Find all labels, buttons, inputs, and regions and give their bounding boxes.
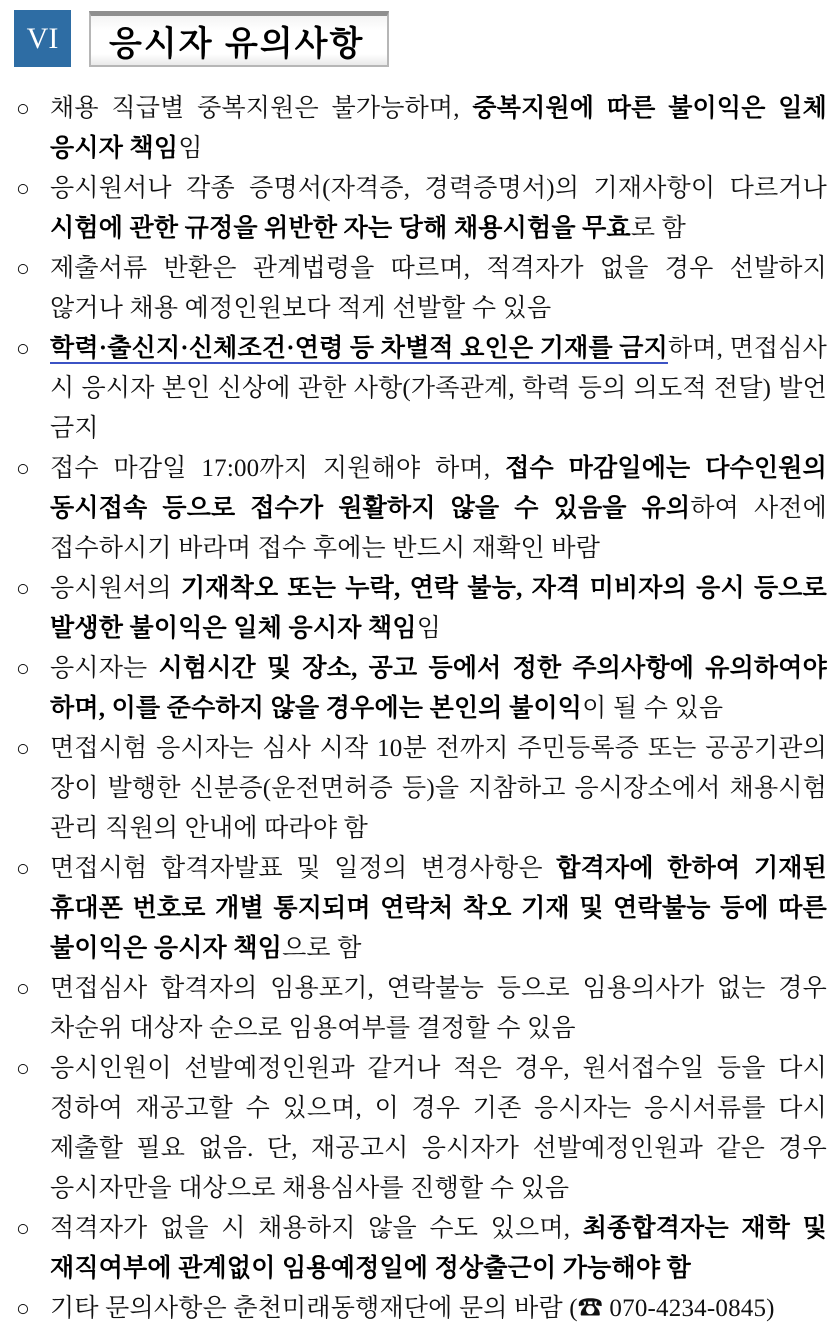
bullet-marker: ○ [16, 456, 31, 481]
notice-text: 채용 직급별 중복지원은 불가능하며, [50, 95, 473, 122]
bullet-marker: ○ [16, 976, 31, 1001]
notice-item [12, 849, 827, 969]
notice-text: 면접심사 합격자의 임용포기, 연락불능 등으로 임용의사가 없는 경우 차순위 대상자 순으로 임용여부를 결정할 수 있음 [50, 975, 827, 1042]
notice-text: 임 [416, 615, 442, 642]
notice-item [12, 729, 827, 849]
notice-text: 응시자는 [50, 655, 159, 682]
notice-text: 제출서류 반환은 관계법령을 따르며, 적격자가 없을 경우 선발하지 않거나 채용 예정인원보다 적게 선발할 수 있음 [50, 255, 827, 322]
notice-item [12, 1209, 827, 1289]
bullet-marker: ○ [16, 736, 31, 761]
section-header [14, 10, 827, 67]
bullet-marker: ○ [16, 256, 31, 281]
notice-text: 응시원서의 [50, 575, 181, 602]
notice-text-emphasis: 접수 마감일에는 다수인원의 동시접속 등으로 접수가 원활하지 않을 수 있음을 유의 [50, 455, 827, 522]
notice-text: 접수 마감일 17:00까지 지원해야 하며, [50, 455, 506, 482]
notice-text: 응시인원이 선발예정인원과 같거나 적은 경우, 원서접수일 등을 다시 정하여 재공고할 수 있으며, 이 경우 기존 응시자는 응시서류를 다시 제출할 필요 없음. 단, 재공고시 응시자가 선발예정인원과 같은 경우 응시자만을 대상으로 채용심사를 진행할 수 있음 [50, 1055, 827, 1202]
notice-text: 으로 함 [282, 935, 362, 962]
notice-item [12, 969, 827, 1049]
notice-item [12, 169, 827, 249]
bullet-marker: ○ [16, 576, 31, 601]
notice-text: 적격자가 없을 시 채용하지 않을 수도 있으며, [50, 1215, 583, 1242]
notice-text: 응시원서나 각종 증명서(자격증, 경력증명서)의 기재사항이 다르거나 [50, 175, 827, 202]
notice-item [12, 329, 827, 449]
bullet-marker: ○ [16, 1296, 31, 1321]
notice-text-emphasis: 최종합격자는 재학 및 재직여부에 관계없이 임용예정일에 정상출근이 가능해야 함 [50, 1215, 827, 1282]
notice-text: 임 [178, 135, 203, 162]
notice-item [12, 1049, 827, 1209]
notice-text-emphasis: 합격자에 한하여 기재된 휴대폰 번호로 개별 통지되며 연락처 착오 기재 및 연락불능 등에 따른 불이익은 응시자 책임 [50, 855, 827, 962]
notice-text: 로 함 [630, 215, 687, 242]
section-number-badge: VI [14, 10, 71, 67]
notice-text: 하며, 면접심사 시 응시자 본인 신상에 관한 사항(가족관계, 학력 등의 의도적 전달) 발언 금지 [50, 335, 827, 442]
notice-text: 면접시험 응시자는 심사 시작 10분 전까지 주민등록증 또는 공공기관의 장이 발행한 신분증(운전면허증 등)을 지참하고 응시장소에서 채용시험 관리 직원의 안내에 따라야 함 [50, 735, 827, 842]
page-title: 응시자 유의사항 [89, 11, 389, 67]
bullet-marker: ○ [16, 96, 31, 121]
bullet-marker: ○ [16, 336, 31, 361]
notice-item [12, 89, 827, 169]
notice-text-emphasis: 시험에 관한 규정을 위반한 자는 당해 채용시험을 무효 [50, 215, 631, 242]
notice-item [12, 649, 827, 729]
bullet-marker: ○ [16, 1216, 31, 1241]
notice-item [12, 249, 827, 329]
notice-text-emphasis: 학력·출신지·신체조건·연령 등 차별적 요인은 기재를 금지 [50, 335, 668, 362]
notice-text: 면접시험 합격자발표 및 일정의 변경사항은 [50, 855, 557, 882]
notice-text: 하여 사전에 접수하시기 바라며 접수 후에는 반드시 재확인 바람 [50, 495, 828, 562]
notice-item [12, 1289, 827, 1329]
notice-text-emphasis: 중복지원에 따른 불이익은 일체 응시자 책임 [50, 95, 827, 162]
notice-list [12, 89, 827, 1329]
notice-text-emphasis: 시험시간 및 장소, 공고 등에서 정한 주의사항에 유의하여야 하며, 이를 준수하지 않을 경우에는 본인의 불이익 [50, 655, 827, 722]
bullet-marker: ○ [16, 656, 31, 681]
notice-text-emphasis: 기재착오 또는 누락, 연락 불능, 자격 미비자의 응시 등으로 발생한 불이익은 일체 응시자 책임 [50, 575, 827, 642]
notice-item [12, 569, 827, 649]
bullet-marker: ○ [16, 856, 31, 881]
notice-item [12, 449, 827, 569]
bullet-marker: ○ [16, 1056, 31, 1081]
notice-text: 이 될 수 있음 [582, 695, 724, 722]
bullet-marker: ○ [16, 176, 31, 201]
notice-text: 기타 문의사항은 춘천미래동행재단에 문의 바람 (☎ 070-4234-0845) [50, 1295, 775, 1322]
